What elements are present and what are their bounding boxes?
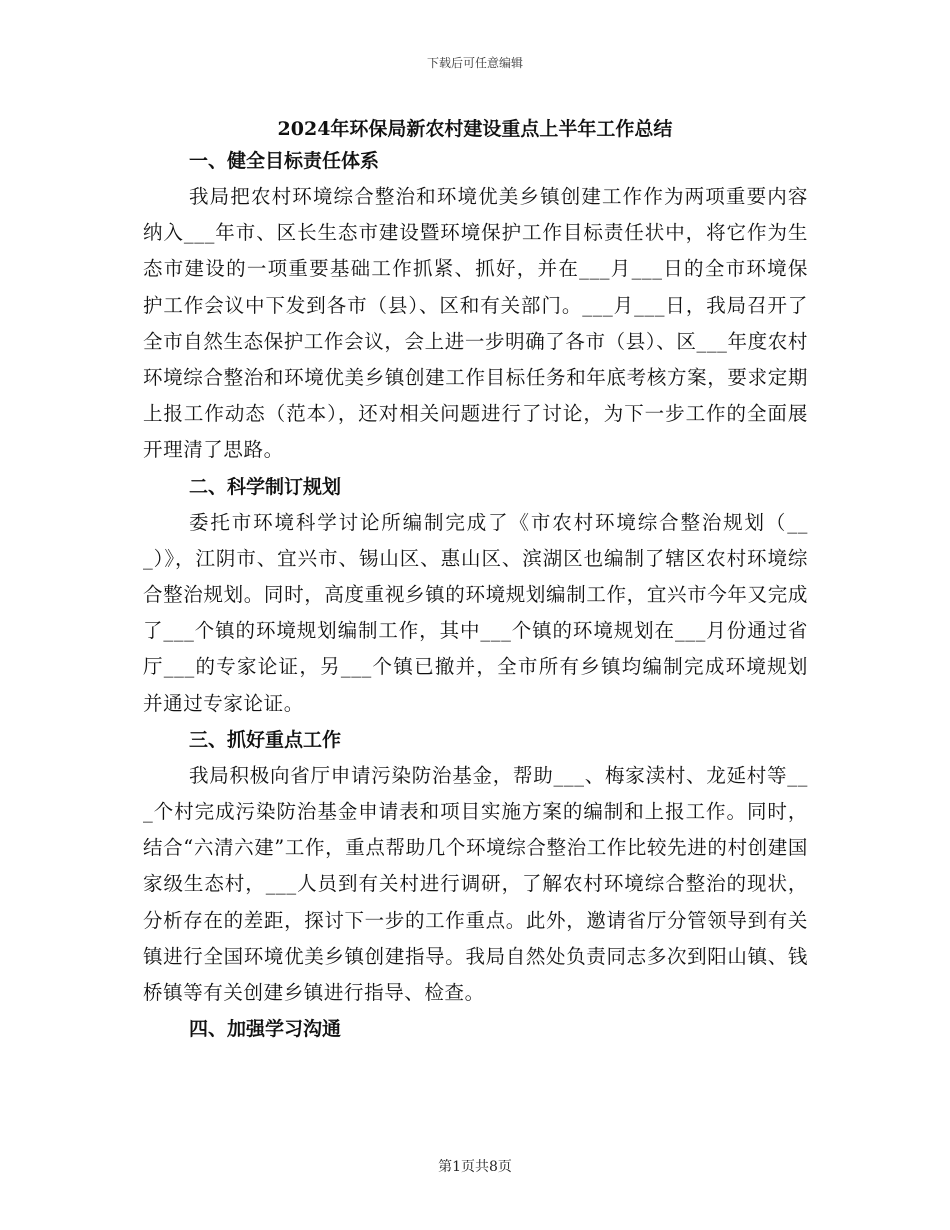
section-heading-1: 一、健全目标责任体系 xyxy=(189,150,380,172)
section-paragraph-2: 委托市环境科学讨论所编制完成了《市农村环境综合整治规划（___）》，江阴市、宜兴市、锡山区、惠山区、滨湖区也编制了辖区农村环境综合整治规划。同时，高度重视乡镇的环境规划编制工作，宜兴市今年又完成了___个镇的环境规划编制工作，其中___个镇的环境规划在___月份通过省厅___的专家论证，另___个镇已撤并，全市所有乡镇均编制完成环境规划并通过专家论证。 xyxy=(143,510,808,715)
section-heading-2: 二、科学制订规划 xyxy=(189,475,342,498)
section-heading-4: 四、加强学习沟通 xyxy=(189,1018,342,1041)
section-paragraph-1: 我局把农村环境综合整治和环境优美乡镇创建工作作为两项重要内容纳入___年市、区长生态市建设暨环境保护工作目标责任状中，将它作为生态市建设的一项重要基础工作抓紧、抓好，并在___月___日的全市环境保护工作会议中下发到各市（县）、区和有关部门。___月___日，我局召开了全市自然生态保护工作会议，会上进一步明确了各市（县）、区___年度农村环境综合整治和环境优美乡镇创建工作目标任务和年底考核方案，要求定期上报工作动态（范本），还对相关问题进行了讨论，为下一步工作的全面展开理清了思路。 xyxy=(143,185,808,462)
header-note: 下载后可任意编辑 xyxy=(426,56,523,70)
page-number: 第1页共8页 xyxy=(438,1159,512,1175)
section-paragraph-3: 我局积极向省厅申请污染防治基金，帮助___、梅家渎村、龙延村等___个村完成污染防治基金申请表和项目实施方案的编制和上报工作。同时，结合“六清六建”工作，重点帮助几个环境综合整治工作比较先进的村创建国家级生态村，___人员到有关村进行调研，了解农村环境综合整治的现状，分析存在的差距，探讨下一步的工作重点。此外，邀请省厅分管领导到有关镇进行全国环境优美乡镇创建指导。我局自然处负责同志多次到阳山镇、钱桥镇等有关创建乡镇进行指导、检查。 xyxy=(143,763,808,1005)
document-body xyxy=(143,143,808,1047)
document-title: 2024年环保局新农村建设重点上半年工作总结 xyxy=(277,118,673,140)
section-heading-3: 三、抓好重点工作 xyxy=(189,728,342,751)
